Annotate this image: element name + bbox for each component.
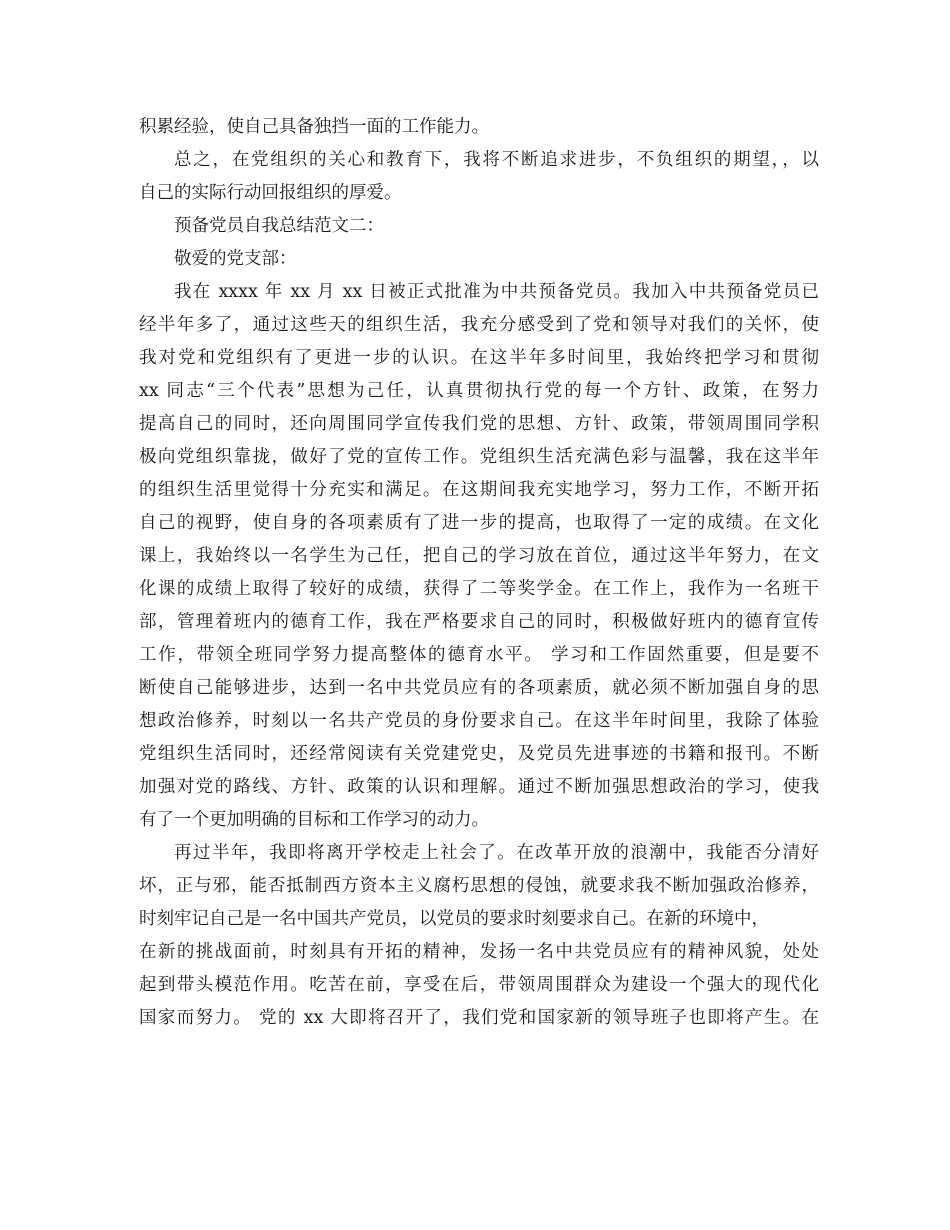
text-line: 提高自己的同时，还向周围同学宣传我们党的思想、方针、政策，带领周围同学积 [139, 414, 819, 434]
text-line: 总之，在党组织的关心和教育下，我将不断追求进步，不负组织的期望，，以 [174, 150, 819, 170]
text-line: 的组织生活里觉得十分充实和满足。在这期间我充实地学习，努力工作，不断开拓 [139, 480, 819, 500]
document-body [139, 111, 819, 1035]
text-line: 加强对党的路线、方针、政策的认识和理解。通过不断加强思想政治的学习，使我 [139, 777, 819, 797]
text-line: 化课的成绩上取得了较好的成绩，获得了二等奖学金。在工作上，我作为一名班干 [139, 579, 819, 599]
text-line: 我对党和党组织有了更进一步的认识。在这半年多时间里，我始终把学习和贯彻 [139, 348, 819, 368]
section-heading: 预备党员自我总结范文二： [174, 216, 384, 236]
text-line: 自己的实际行动回报组织的厚爱。 [139, 183, 402, 203]
text-line: 自己的视野，使自身的各项素质有了进一步的提高，也取得了一定的成绩。在文化 [139, 513, 819, 533]
text-line: 我在 xxxx 年 xx 月 xx 日被正式批准为中共预备党员。我加入中共预备党员已 [174, 282, 819, 302]
text-line: 有了一个更加明确的目标和工作学习的动力。 [139, 810, 489, 830]
text-line: 课上，我始终以一名学生为己任，把自己的学习放在首位，通过这半年努力，在文 [139, 546, 819, 566]
text-line: 坏，正与邪，能否抵制西方资本主义腐朽思想的侵蚀，就要求我不断加强政治修养， [139, 876, 819, 896]
salutation: 敬爱的党支部： [174, 249, 297, 269]
text-line: 想政治修养，时刻以一名共产党员的身份要求自己。在这半年时间里，我除了体验 [139, 711, 819, 731]
text-line: 党组织生活同时，还经常阅读有关党建党史，及党员先进事迹的书籍和报刊。不断 [139, 744, 819, 764]
text-line: 时刻牢记自己是一名中国共产党员，以党员的要求时刻要求自己。在新的环境中， [139, 909, 769, 929]
text-line: 极向党组织靠拢，做好了党的宣传工作。党组织生活充满色彩与温馨，我在这半年 [139, 447, 819, 467]
text-line: 断使自己能够进步，达到一名中共党员应有的各项素质，就必须不断加强自身的思 [139, 678, 819, 698]
text-line: 经半年多了，通过这些天的组织生活，我充分感受到了党和领导对我们的关怀，使 [139, 315, 819, 335]
text-line: xx 同志“三个代表”思想为己任，认真贯彻执行党的每一个方针、政策，在努力 [139, 381, 819, 401]
text-line: 在新的挑战面前，时刻具有开拓的精神，发扬一名中共党员应有的精神风貌，处处 [139, 942, 819, 962]
text-line: 起到带头模范作用。吃苦在前，享受在后，带领周围群众为建设一个强大的现代化 [139, 975, 819, 995]
text-line: 再过半年，我即将离开学校走上社会了。在改革开放的浪潮中，我能否分清好 [174, 843, 819, 863]
text-line: 工作，带领全班同学努力提高整体的德育水平。 学习和工作固然重要，但是要不 [139, 645, 819, 665]
text-line: 积累经验，使自己具备独挡一面的工作能力。 [139, 117, 489, 137]
text-line: 部，管理着班内的德育工作，我在严格要求自己的同时，积极做好班内的德育宣传 [139, 612, 819, 632]
text-line: 国家而努力。 党的 xx 大即将召开了，我们党和国家新的领导班子也即将产生。在 [139, 1008, 819, 1028]
